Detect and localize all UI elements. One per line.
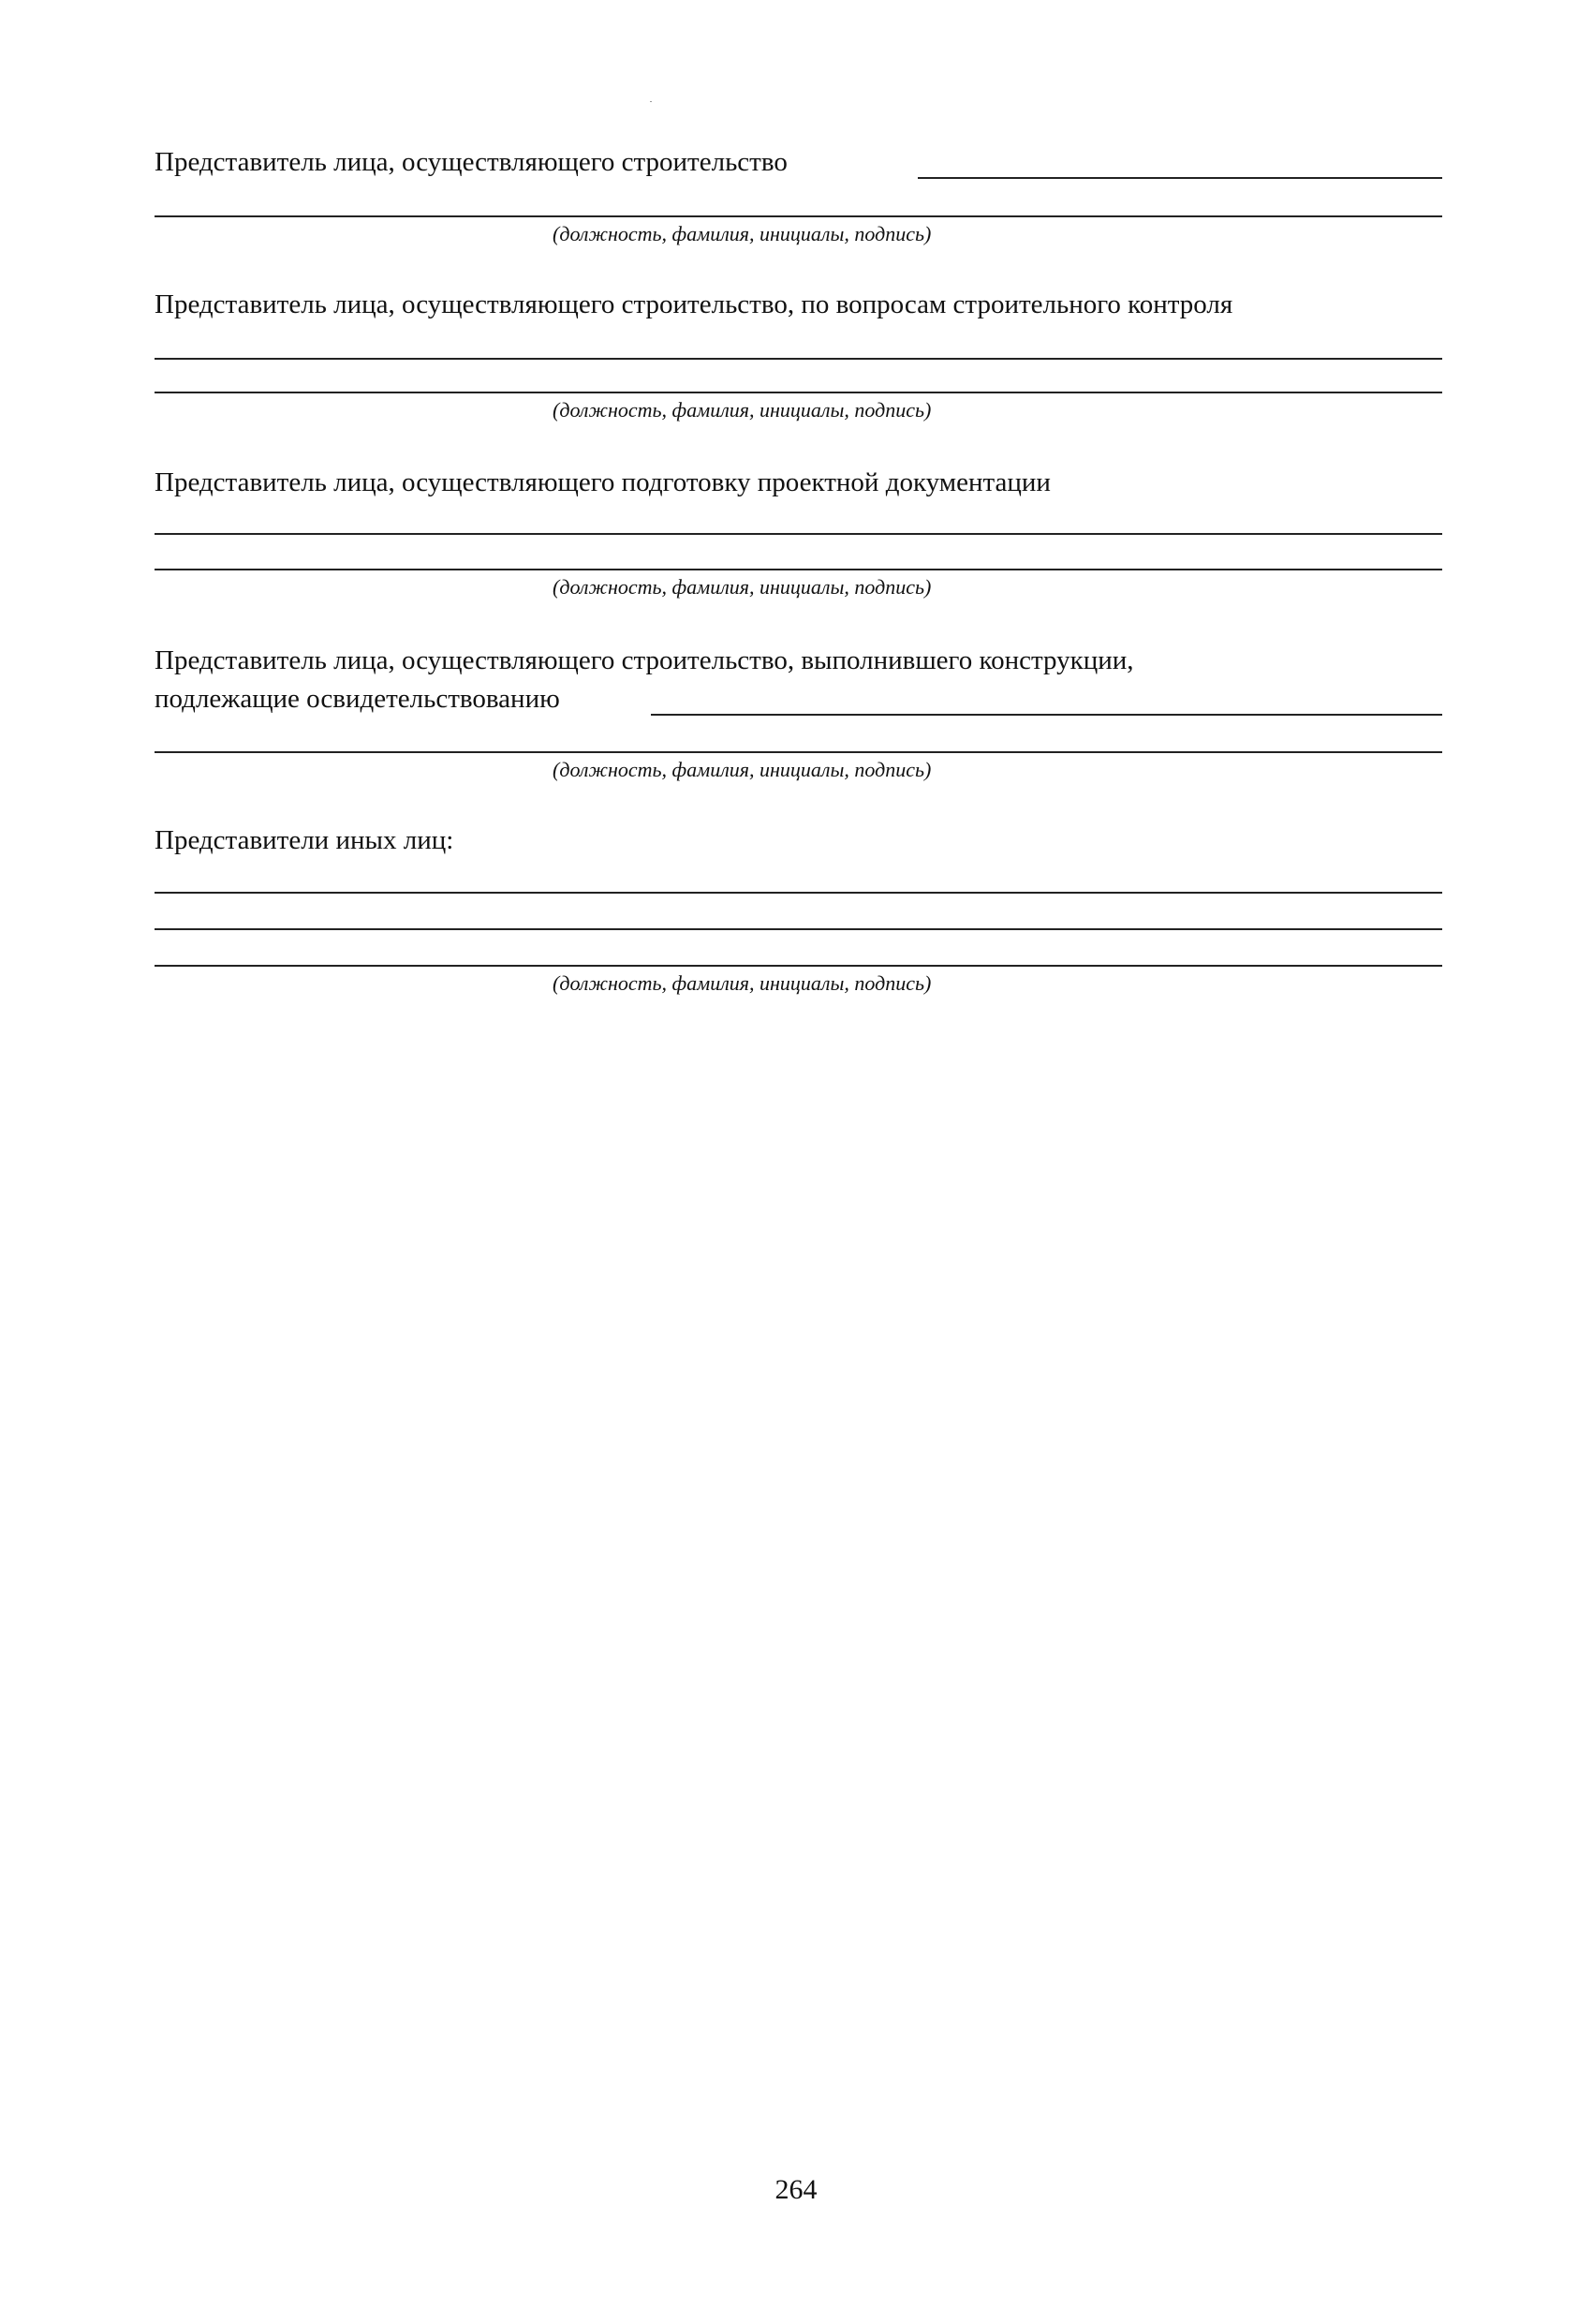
section-1-signature-line [155, 215, 1442, 217]
section-3-signature-line-2 [155, 569, 1442, 570]
section-4-label-line-1: Представитель лица, осуществляющего строительство, выполнившего конструкции, [155, 645, 1134, 675]
section-4-label-line-2: подлежащие освидетельствованию [155, 684, 560, 714]
section-4-signature-line [155, 751, 1442, 753]
section-5-label: Представители иных лиц: [155, 825, 454, 855]
scan-artifact [650, 101, 652, 102]
section-4-inline-blank [651, 714, 1442, 716]
section-3-label: Представитель лица, осуществляющего подготовку проектной документации [155, 467, 1051, 497]
section-3-signature-line-1 [155, 533, 1442, 535]
section-5-signature-line-1 [155, 892, 1442, 894]
page-number: 264 [774, 2174, 818, 2205]
section-1-inline-blank [918, 177, 1442, 179]
section-4-caption: (должность, фамилия, инициалы, подпись) [553, 758, 932, 781]
section-5-signature-line-2 [155, 928, 1442, 930]
section-2-caption: (должность, фамилия, инициалы, подпись) [553, 398, 932, 422]
section-2-signature-line-1 [155, 358, 1442, 360]
section-3-caption: (должность, фамилия, инициалы, подпись) [553, 575, 932, 599]
section-1-label: Представитель лица, осуществляющего строительство [155, 147, 788, 177]
section-2-label: Представитель лица, осуществляющего строительство, по вопросам строительного контроля [155, 289, 1233, 319]
section-1-caption: (должность, фамилия, инициалы, подпись) [553, 222, 932, 245]
section-5-signature-line-3 [155, 965, 1442, 967]
section-5-caption: (должность, фамилия, инициалы, подпись) [553, 971, 932, 995]
section-2-signature-line-2 [155, 392, 1442, 393]
